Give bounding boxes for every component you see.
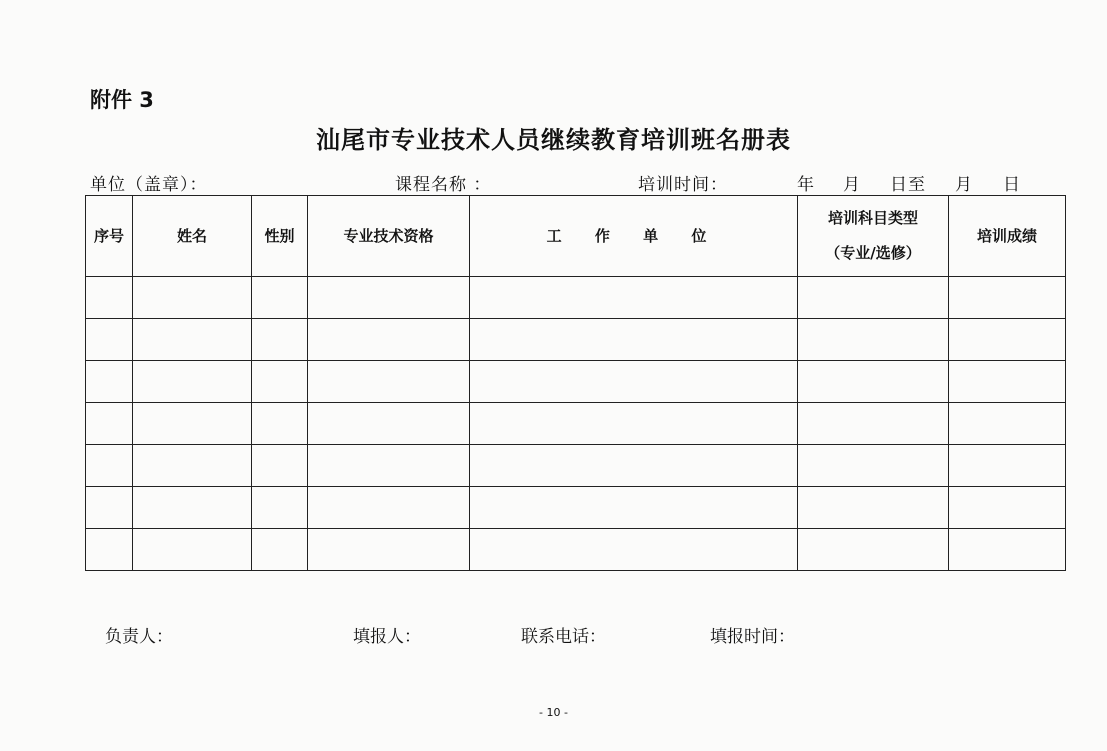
cell-score[interactable] bbox=[949, 529, 1066, 571]
day-char: 日 bbox=[1003, 175, 1021, 195]
cell-score[interactable] bbox=[949, 319, 1066, 361]
course-label: 课程名称 ： bbox=[395, 175, 492, 195]
cell-subject-type[interactable] bbox=[798, 319, 949, 361]
page-number: - 10 - bbox=[539, 706, 568, 719]
unit-label: 单位（盖章）： bbox=[90, 175, 208, 195]
cell-subject-type[interactable] bbox=[798, 403, 949, 445]
roster-table bbox=[85, 195, 1066, 571]
cell-score[interactable] bbox=[949, 487, 1066, 529]
table-header-row bbox=[86, 196, 1066, 277]
header-work-unit: 工 作 单 位 bbox=[470, 196, 798, 277]
cell-work-unit[interactable] bbox=[470, 403, 798, 445]
cell-work-unit[interactable] bbox=[470, 319, 798, 361]
responsible-label: 负责人： bbox=[105, 627, 173, 647]
cell-name[interactable] bbox=[133, 319, 252, 361]
cell-work-unit[interactable] bbox=[470, 529, 798, 571]
cell-gender[interactable] bbox=[252, 445, 308, 487]
cell-score[interactable] bbox=[949, 403, 1066, 445]
header-seq: 序号 bbox=[86, 196, 133, 277]
cell-work-unit[interactable] bbox=[470, 361, 798, 403]
header-score: 培训成绩 bbox=[949, 196, 1066, 277]
cell-name[interactable] bbox=[133, 529, 252, 571]
cell-name[interactable] bbox=[133, 445, 252, 487]
cell-seq[interactable] bbox=[86, 403, 133, 445]
month-char-2: 月 bbox=[955, 175, 973, 195]
page-title: 汕尾市专业技术人员继续教育培训班名册表 bbox=[316, 126, 791, 154]
cell-gender[interactable] bbox=[252, 403, 308, 445]
cell-seq[interactable] bbox=[86, 487, 133, 529]
cell-subject-type[interactable] bbox=[798, 445, 949, 487]
cell-name[interactable] bbox=[133, 487, 252, 529]
table-row bbox=[86, 403, 1066, 445]
cell-score[interactable] bbox=[949, 361, 1066, 403]
month-char: 月 bbox=[843, 175, 861, 195]
cell-subject-type[interactable] bbox=[798, 487, 949, 529]
table-row bbox=[86, 529, 1066, 571]
cell-work-unit[interactable] bbox=[470, 487, 798, 529]
table-row bbox=[86, 487, 1066, 529]
cell-score[interactable] bbox=[949, 445, 1066, 487]
attachment-label: 附件 3 bbox=[90, 88, 154, 112]
cell-seq[interactable] bbox=[86, 361, 133, 403]
cell-qualification[interactable] bbox=[308, 529, 470, 571]
cell-seq[interactable] bbox=[86, 277, 133, 319]
cell-subject-type[interactable] bbox=[798, 361, 949, 403]
header-name: 姓名 bbox=[133, 196, 252, 277]
header-subject-type-main: 培训科目类型 bbox=[827, 209, 918, 228]
cell-work-unit[interactable] bbox=[470, 277, 798, 319]
filler-label: 填报人： bbox=[353, 627, 421, 647]
cell-gender[interactable] bbox=[252, 361, 308, 403]
table-row bbox=[86, 277, 1066, 319]
cell-work-unit[interactable] bbox=[470, 445, 798, 487]
cell-qualification[interactable] bbox=[308, 361, 470, 403]
cell-name[interactable] bbox=[133, 277, 252, 319]
cell-subject-type[interactable] bbox=[798, 277, 949, 319]
header-qualification: 专业技术资格 bbox=[308, 196, 470, 277]
year-char: 年 bbox=[797, 175, 815, 195]
day-to-char: 日至 bbox=[890, 175, 926, 195]
cell-seq[interactable] bbox=[86, 529, 133, 571]
cell-qualification[interactable] bbox=[308, 403, 470, 445]
roster-body bbox=[86, 277, 1066, 571]
cell-seq[interactable] bbox=[86, 319, 133, 361]
cell-gender[interactable] bbox=[252, 529, 308, 571]
fill-time-label: 填报时间： bbox=[710, 627, 795, 647]
cell-score[interactable] bbox=[949, 277, 1066, 319]
cell-seq[interactable] bbox=[86, 445, 133, 487]
cell-name[interactable] bbox=[133, 361, 252, 403]
cell-qualification[interactable] bbox=[308, 445, 470, 487]
cell-qualification[interactable] bbox=[308, 319, 470, 361]
table-row bbox=[86, 445, 1066, 487]
training-time-label: 培训时间： bbox=[638, 175, 728, 195]
table-row bbox=[86, 319, 1066, 361]
phone-label: 联系电话： bbox=[521, 627, 606, 647]
cell-gender[interactable] bbox=[252, 487, 308, 529]
header-subject-type-sub: （专业/选修） bbox=[825, 244, 921, 262]
table-row bbox=[86, 361, 1066, 403]
cell-gender[interactable] bbox=[252, 319, 308, 361]
cell-gender[interactable] bbox=[252, 277, 308, 319]
cell-subject-type[interactable] bbox=[798, 529, 949, 571]
cell-name[interactable] bbox=[133, 403, 252, 445]
header-gender: 性别 bbox=[252, 196, 308, 277]
cell-qualification[interactable] bbox=[308, 487, 470, 529]
cell-qualification[interactable] bbox=[308, 277, 470, 319]
header-subject-type bbox=[798, 196, 949, 277]
